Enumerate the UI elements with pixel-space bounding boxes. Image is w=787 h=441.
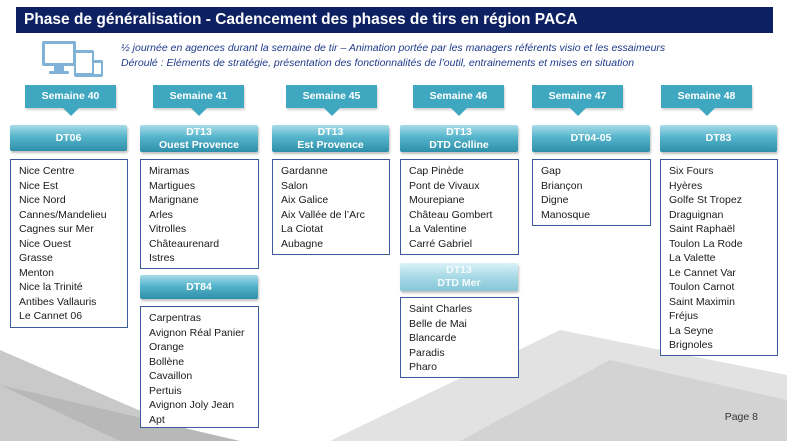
list-item: Gardanne (281, 165, 328, 177)
list-item: Cagnes sur Mer (19, 223, 94, 235)
list-item: Château Gombert (409, 208, 493, 221)
list-item: Le Cannet 06 (19, 310, 83, 322)
list-item: Arles (149, 208, 173, 221)
list-item: Le Cannet Var (669, 266, 736, 279)
list-item: Mourepiane (409, 194, 465, 206)
list-item: Manosque (541, 208, 591, 221)
list-item: Miramas (149, 165, 190, 177)
dt-header-line2: DTD Colline (429, 138, 489, 151)
dt-header-dt13-dtd-colline (400, 125, 518, 152)
list-item: Cavaillon (149, 370, 193, 382)
list-item: Golfe St Tropez (669, 194, 742, 206)
dt-header-dt04-05 (532, 125, 650, 152)
week-tag-47: Semaine 47 (532, 85, 623, 108)
site-list-dt13-ouest-provence (140, 159, 259, 269)
site-list-dt13-est-provence (272, 159, 390, 255)
list-item: Toulon La Rode (669, 237, 743, 250)
list-item: Apt (149, 413, 165, 426)
list-item: Cap Pinède (409, 165, 464, 177)
devices-icon (40, 40, 104, 78)
dt-header-dt13-est-provence (272, 125, 389, 152)
dt-header-line1: DT13 (446, 264, 472, 276)
list-item: Bollène (149, 355, 185, 368)
list-item: Nice Nord (19, 194, 66, 206)
dt-header-line2: Est Provence (297, 138, 364, 151)
list-item: La Valette (669, 252, 716, 264)
list-item: Aubagne (281, 237, 324, 250)
list-item: La Ciotat (281, 223, 324, 235)
list-item: Marignane (149, 194, 199, 206)
list-item: Avignon Réal Panier (149, 326, 245, 339)
list-item: Digne (541, 194, 569, 206)
list-item: Avignon Joly Jean (149, 399, 235, 411)
dt-header-line2: Ouest Provence (159, 138, 239, 151)
list-item: Vitrolles (149, 223, 187, 235)
dt-header-line1: DT06 (55, 131, 82, 144)
list-item: Saint Charles (409, 303, 473, 315)
list-item: Nice Centre (19, 165, 75, 177)
intro-line-2: Déroulé : Eléments de stratégie, présentation des fonctionnalités de l’outil, entrainements et mises en situation (121, 57, 635, 69)
dt-header-dt84 (140, 275, 258, 299)
list-item: Briançon (541, 179, 583, 192)
site-list-dt13-dtd-mer (400, 297, 519, 378)
list-item: Pharo (409, 361, 438, 373)
list-item: Pertuis (149, 384, 182, 397)
list-item: Aix Vallée de l’Arc (281, 208, 365, 221)
list-item: Cannes/Mandelieu (19, 208, 107, 221)
dt-header-dt83 (660, 125, 777, 152)
list-item: Grasse (19, 252, 53, 264)
list-item: Saint Raphaël (669, 223, 735, 235)
list-item: La Valentine (409, 223, 467, 235)
intro-text (121, 41, 665, 71)
list-item: Carpentras (149, 312, 201, 324)
dt-header-line1: DT13 (186, 125, 212, 138)
list-item: Draguignan (669, 208, 724, 221)
list-item: Istres (149, 252, 175, 264)
dt-header-dt13-dtd-mer (400, 263, 518, 291)
list-item: Six Fours (669, 165, 714, 177)
list-item: Toulon Carnot (669, 281, 735, 293)
list-item: Châteaurenard (149, 237, 220, 250)
site-list-dt83 (660, 159, 778, 356)
week-tag-46: Semaine 46 (413, 85, 504, 108)
list-item: Nice la Trinité (19, 281, 83, 293)
page-number: Page 8 (724, 411, 758, 423)
week-tag-40: Semaine 40 (25, 85, 116, 108)
site-list-dt04-05 (532, 159, 651, 226)
list-item: Pont de Vivaux (409, 179, 480, 192)
site-list-dt06 (10, 159, 128, 328)
week-tag-41: Semaine 41 (153, 85, 244, 108)
dt-header-line1: DT83 (705, 132, 732, 144)
intro-line-1: ½ journée en agences durant la semaine de tir – Animation portée par les managers référents visio et les essaimeurs (121, 42, 666, 54)
list-item: Brignoles (669, 339, 713, 351)
list-item: Carré Gabriel (409, 237, 473, 250)
week-tag-48: Semaine 48 (661, 85, 752, 108)
list-item: Blancarde (409, 332, 457, 344)
list-item: Aix Galice (281, 194, 329, 206)
week-tag-45: Semaine 45 (286, 85, 377, 108)
dt-header-line2: DTD Mer (437, 277, 481, 289)
dt-header-dt13-ouest-provence (140, 125, 258, 152)
dt-header-line1: DT13 (317, 125, 344, 138)
dt-header-line1: DT13 (446, 125, 472, 138)
dt-header-line1: DT84 (186, 280, 212, 293)
dt-header-dt06 (10, 125, 127, 151)
site-list-dt13-dtd-colline (400, 159, 519, 255)
list-item: Menton (19, 266, 55, 279)
list-item: Gap (541, 165, 561, 177)
list-item: Paradis (409, 346, 445, 359)
list-item: Orange (149, 341, 185, 353)
list-item: Nice Est (19, 179, 59, 192)
list-item: La Seyne (669, 324, 714, 337)
list-item: Fréjus (669, 310, 699, 322)
list-item: Antibes Vallauris (19, 295, 97, 308)
page-title: Phase de généralisation - Cadencement des phases de tirs en région PACA (16, 7, 773, 33)
list-item: Belle de Mai (409, 317, 467, 330)
list-item: Martigues (149, 179, 196, 192)
dt-header-line1: DT04-05 (570, 132, 612, 144)
list-item: Nice Ouest (19, 237, 71, 250)
list-item: Hyères (669, 179, 703, 192)
site-list-dt84 (140, 306, 259, 428)
list-item: Saint Maximin (669, 295, 735, 308)
list-item: Salon (281, 179, 308, 192)
